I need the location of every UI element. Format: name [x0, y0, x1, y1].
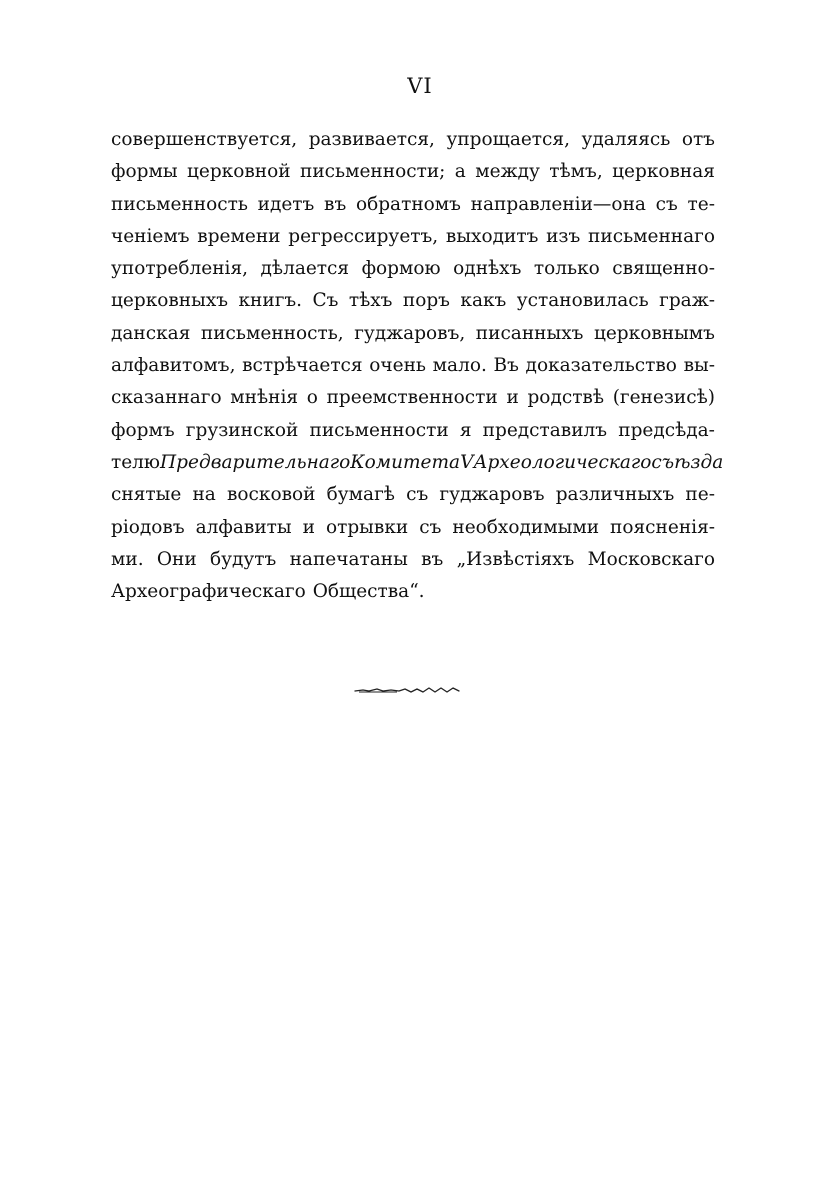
word: гуджаровъ: [439, 484, 545, 506]
text-line: [111, 447, 724, 479]
word: необходимыми: [452, 516, 600, 538]
word: только: [533, 258, 600, 280]
word: гуджаровъ,: [354, 322, 466, 344]
word: поясненія-: [610, 516, 715, 538]
word: о: [306, 387, 318, 409]
word: ріодовъ: [111, 516, 185, 538]
word: Московскаго: [587, 548, 715, 570]
text-line: [111, 382, 715, 414]
word: Археографическаго: [111, 581, 306, 603]
word: развивается,: [308, 129, 435, 150]
ornament-divider: [353, 683, 461, 697]
word: представилъ: [482, 419, 608, 441]
word: отрывки: [325, 516, 409, 538]
word: идетъ: [257, 193, 315, 215]
word: обратномъ: [355, 193, 461, 215]
text-line: [111, 253, 715, 285]
word: а: [454, 161, 466, 183]
word: Комитета: [350, 451, 461, 473]
word: родствѣ: [527, 387, 605, 409]
word: очень: [369, 355, 426, 377]
word: въ: [324, 193, 347, 215]
word: снятые: [111, 484, 182, 506]
word: между: [475, 161, 540, 183]
word: доказательство: [525, 355, 677, 377]
word: различныхъ: [555, 484, 675, 506]
word: грузинской: [185, 419, 299, 441]
word: Въ: [493, 355, 519, 377]
word: письменность,: [200, 322, 344, 344]
word: употребленія,: [111, 258, 249, 280]
word: ченіемъ: [111, 225, 190, 247]
word: письменности;: [300, 161, 446, 183]
word: изъ: [546, 225, 581, 247]
word: какъ: [460, 290, 507, 312]
word: дѣлается: [260, 258, 350, 280]
word: поръ: [402, 290, 450, 312]
text-line: [111, 576, 715, 608]
word: писанныхъ: [475, 322, 584, 344]
word: священно-: [612, 258, 715, 280]
word: формъ: [111, 419, 175, 441]
text-line: [111, 544, 715, 576]
word: и: [506, 387, 519, 409]
word: церковная: [612, 161, 715, 183]
text-line: [111, 156, 715, 188]
word: упрощается,: [446, 129, 570, 150]
word: совершенствуется,: [111, 129, 298, 150]
word: регрессируетъ,: [288, 225, 439, 247]
word: преемственности: [326, 387, 498, 409]
word: и: [302, 516, 315, 538]
word: будутъ: [210, 548, 277, 570]
word: однѣхъ: [453, 258, 522, 280]
text-line: [111, 415, 715, 447]
word: восковой: [226, 484, 316, 506]
word: данская: [111, 322, 191, 344]
word: пе-: [685, 484, 715, 506]
word: церковной: [186, 161, 291, 183]
word: направленіи—она: [470, 193, 646, 215]
word: съ: [655, 193, 678, 215]
word: те-: [687, 193, 715, 215]
word: „Извѣстіяхъ: [456, 548, 575, 570]
word: письменность: [111, 193, 248, 215]
word: съ: [406, 484, 429, 506]
word: формою: [361, 258, 441, 280]
word: установилась: [516, 290, 649, 312]
word: времени: [197, 225, 281, 247]
text-line: [111, 124, 715, 156]
text-line: [111, 318, 715, 350]
word: я: [459, 419, 472, 441]
word: Предварительнаго: [160, 451, 351, 473]
text-line: [111, 512, 715, 544]
word: письменнаго: [588, 225, 715, 247]
word: Они: [156, 548, 197, 570]
text-line: [111, 189, 715, 221]
text-line: [111, 479, 715, 511]
word: церковнымъ: [593, 322, 715, 344]
word: письменности: [309, 419, 449, 441]
word: встрѣчается: [242, 355, 363, 377]
word: отъ: [681, 129, 715, 150]
word: граж-: [659, 290, 715, 312]
word: мнѣнія: [230, 387, 299, 409]
word: Общества“.: [312, 581, 425, 603]
word: съѣзда: [651, 451, 724, 473]
word: (генезисѣ): [612, 387, 715, 409]
text-line: [111, 350, 715, 382]
word: предсѣда-: [618, 419, 715, 441]
word: тѣхъ: [348, 290, 393, 312]
word: V: [460, 451, 474, 473]
word: церковныхъ: [111, 290, 229, 312]
word: напечатаны: [289, 548, 408, 570]
word: алфавитомъ,: [111, 355, 236, 377]
word: вы-: [683, 355, 715, 377]
word: мало.: [432, 355, 487, 377]
word: въ: [421, 548, 444, 570]
word: ми.: [111, 548, 144, 570]
body-text: [111, 124, 724, 608]
word: книгъ.: [238, 290, 303, 312]
word: выходитъ: [445, 225, 539, 247]
word: телю: [111, 451, 161, 473]
word: бумагѣ: [326, 484, 395, 506]
text-line: [111, 221, 715, 253]
word: съ: [419, 516, 442, 538]
page-number: VI: [407, 74, 433, 98]
word: алфавиты: [195, 516, 292, 538]
word: сказаннаго: [111, 387, 222, 409]
word: тѣмъ,: [549, 161, 603, 183]
word: на: [192, 484, 216, 506]
word: удаляясь: [581, 129, 671, 150]
word: Археологическаго: [473, 451, 652, 473]
word: формы: [111, 161, 178, 183]
word: Съ: [312, 290, 339, 312]
text-line: [111, 285, 715, 317]
